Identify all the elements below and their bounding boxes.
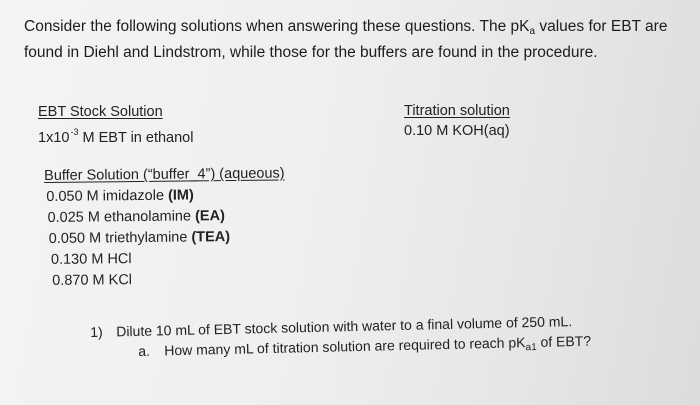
intro-subscript: a — [529, 26, 536, 37]
component-text: 0.050 M triethylamine — [48, 229, 192, 247]
component-text: 0.870 M KCl — [52, 272, 133, 289]
subquestion-label: a. — [138, 342, 151, 359]
buffer-component — [51, 247, 286, 270]
intro-text-part1: Consider the following solutions when answering these questions. The pK — [24, 18, 530, 35]
question-text: Dilute 10 mL of EBT stock solution with water to a final volume of 250 mL. — [116, 313, 573, 340]
component-abbr: (EA) — [194, 208, 225, 225]
subquestion-text: How many mL of titration solution are required to reach pK — [164, 334, 526, 359]
intro-text-part2: values for EBT are found in Diehl and Lindstrom, while those for the buffers are found in the procedure. — [24, 18, 668, 61]
question-number: 1) — [90, 323, 103, 340]
component-abbr: (TEA) — [191, 229, 231, 246]
ebt-stock-block — [38, 102, 193, 148]
subquestion-text-end: of EBT? — [536, 332, 592, 350]
buffer-component — [47, 205, 285, 228]
titration-value: 0.10 M KOH(aq) — [404, 123, 510, 139]
titration-title: Titration solution — [404, 103, 510, 119]
component-abbr: (IM) — [167, 187, 194, 204]
ebt-stock-exponent: -3 — [70, 127, 79, 137]
ebt-stock-base: 1x10 — [38, 130, 70, 146]
buffer-component — [46, 184, 285, 207]
buffer-component — [52, 268, 286, 291]
ebt-stock-rest: M EBT in ethanol — [78, 130, 194, 146]
component-text: 0.050 M imidazole — [46, 187, 169, 205]
intro-paragraph — [24, 16, 684, 63]
component-text: 0.025 M ethanolamine — [47, 208, 196, 226]
buffer-title: Buffer Solution (“buffer_4”) (aqueous) — [44, 165, 285, 184]
ebt-stock-title: EBT Stock Solution — [38, 104, 163, 120]
component-text: 0.130 M HCl — [50, 251, 132, 268]
ebt-stock-concentration — [38, 122, 193, 148]
titration-block — [404, 101, 510, 141]
buffer-block — [44, 163, 286, 292]
subquestion-subscript: a1 — [525, 341, 537, 354]
buffer-component — [49, 226, 286, 249]
